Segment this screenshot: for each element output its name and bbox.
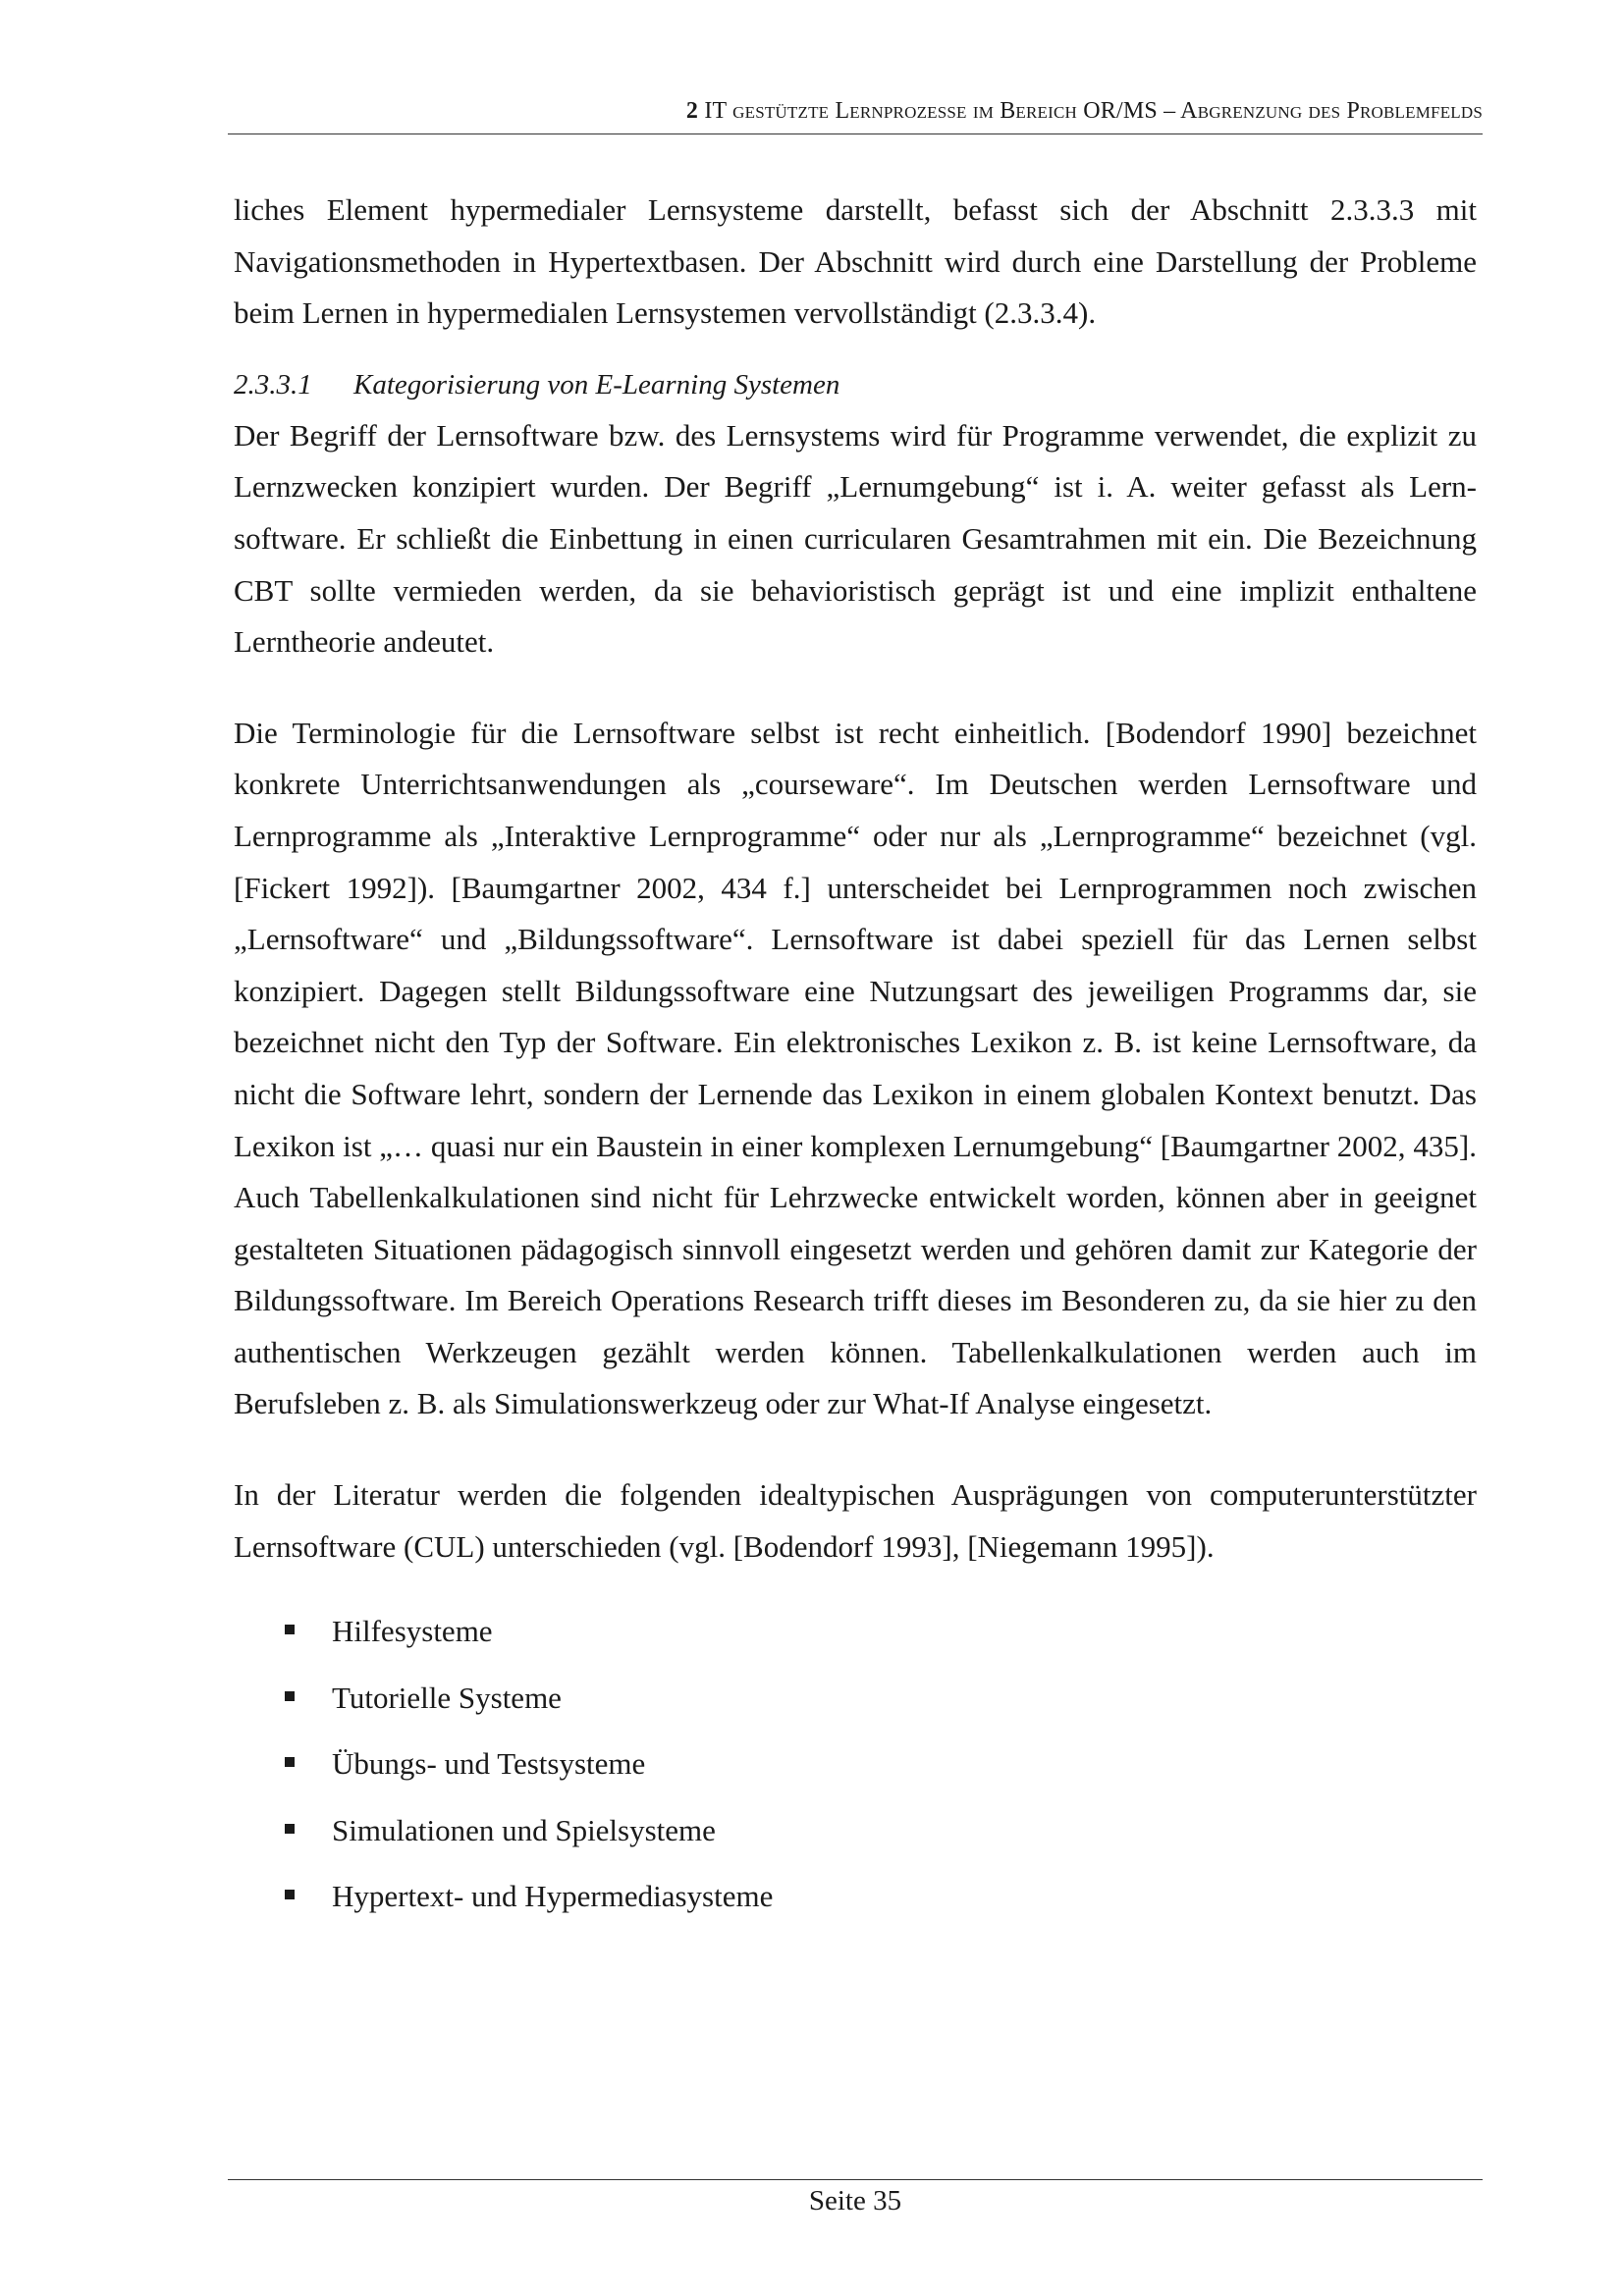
section-title: Kategorisierung von E-Learning Systemen bbox=[353, 368, 840, 400]
paragraph-lernsoftware-definition: Der Begriff der Lernsoftware bzw. des Lernsystems wird für Programme verwendet, die explizit zu Lernzwecken konzipiert wurden. Der Begriff „Lernumgebung“ ist i. A. weiter gefasst als Lernsoftware. Er schließt die Einbettung in einen curricularen Gesamtrahmen mit ein. Die Bezeichnung CBT sollte vermieden werden, da sie behavioristisch geprägt ist und eine implizit enthaltene Lerntheorie andeutet. bbox=[234, 417, 1477, 660]
list-item bbox=[234, 1811, 1477, 1878]
list-item bbox=[234, 1877, 1477, 1944]
list-item bbox=[234, 1744, 1477, 1811]
page-body bbox=[234, 185, 1477, 1944]
running-header bbox=[228, 98, 1483, 125]
footer-rule bbox=[228, 2179, 1483, 2180]
header-rule bbox=[228, 133, 1483, 134]
list-item bbox=[234, 1679, 1477, 1745]
square-bullet-icon bbox=[285, 1824, 295, 1834]
paragraph-auspraegungen: In der Literatur werden die folgenden idealtypischen Ausprägungen von computerunterstützter Lernsoftware (CUL) unterschieden (vgl. [Bodendorf 1993], [Niegemann 1995]). bbox=[234, 1477, 1477, 1564]
header-chapter-number: 2 bbox=[685, 98, 699, 124]
list-item bbox=[234, 1612, 1477, 1679]
header-chapter-title: IT gestützte Lernprozesse im Bereich OR/MS – Abgrenzung des Problemfelds bbox=[704, 98, 1483, 124]
list-item-label: Tutorielle Systeme bbox=[332, 1680, 562, 1715]
paragraph-terminologie: Die Terminologie für die Lernsoftware selbst ist recht einheitlich. [Bodendorf 1990] bezeichnet konkrete Unterrichtsanwendungen als „courseware“. Im Deutschen werden Lernsoftware und Lernprogramme als „Interaktive Lernprogramme“ oder nur als „Lernprogramme“ bezeichnet (vgl. [Fickert 1992]). [Baumgartner 2002, 434 f.] unterscheidet bei Lernprogrammen noch zwischen „Lernsoftware“ und „Bildungssoftware“. Lernsoftware ist dabei speziell für das Lernen selbst konzipiert. Dagegen stellt Bildungssoftware eine Nutzungsart des jeweiligen Programms dar, sie bezeichnet nicht den Typ der Software. Ein elektronisches Lexikon z. B. ist keine Lernsoftware, da nicht die Software lehrt, sondern der Lernende das Lexikon in einem globalen Kontext benutzt. Das Lexikon ist „… quasi nur ein Baustein in einer komplexen Lernumgebung“ [Baumgartner 2002, 435]. Auch Tabellenkalkulationen sind nicht für Lehrzwecke entwickelt worden, können aber in geeignet gestalteten Situationen pädagogisch sinnvoll eingesetzt werden und gehören damit zur Kategorie der Bildungssoftware. Im Bereich Operations Research trifft dieses im Besonderen zu, da sie hier zu den authentischen Werkzeugen gezählt werden können. Tabellenkalkulationen werden auch im Berufsleben z. B. als Simulationswerkzeug oder zur What-If Analyse eingesetzt. bbox=[234, 715, 1477, 1421]
intro-paragraph: liches Element hypermedialer Lernsysteme darstellt, befasst sich der Abschnitt 2.3.3.3 mit Navigationsmethoden in Hypertextbasen. Der Abschnitt wird durch eine Darstellung der Probleme beim Lernen in hypermedialen Lernsystemen vervollständigt (2.3.3.4). bbox=[234, 192, 1477, 331]
list-item-label: Übungs- und Testsysteme bbox=[332, 1746, 646, 1782]
page-number: Seite 35 bbox=[808, 2185, 902, 2216]
list-item-label: Simulationen und Spielsysteme bbox=[332, 1812, 716, 1847]
square-bullet-icon bbox=[285, 1691, 295, 1701]
square-bullet-icon bbox=[285, 1625, 295, 1634]
list-item-label: Hypertext- und Hypermediasysteme bbox=[332, 1879, 774, 1914]
section-heading bbox=[234, 359, 1477, 410]
bullet-list bbox=[234, 1612, 1477, 1944]
section-number: 2.3.3.1 bbox=[234, 368, 312, 400]
list-item-label: Hilfesysteme bbox=[332, 1614, 493, 1649]
square-bullet-icon bbox=[285, 1890, 295, 1899]
square-bullet-icon bbox=[285, 1757, 295, 1767]
